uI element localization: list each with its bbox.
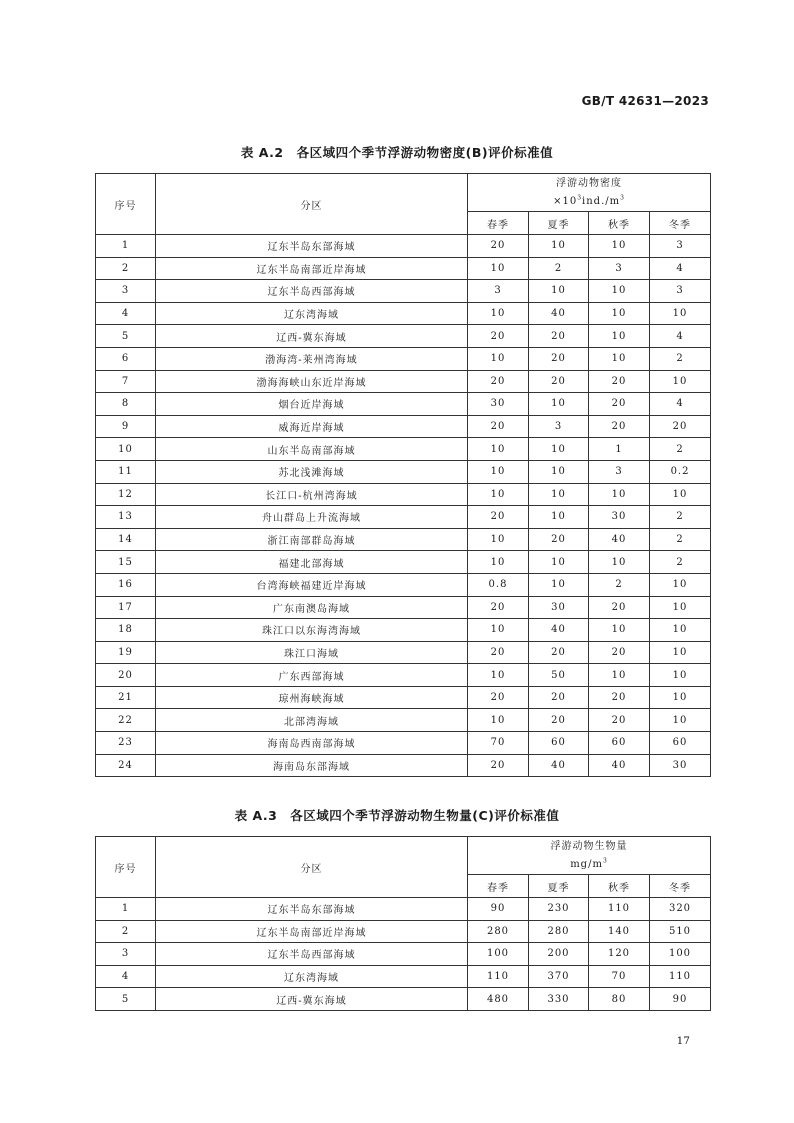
- cell-winter: 10: [650, 686, 711, 709]
- header-group: [468, 174, 711, 212]
- cell-spring: 0.8: [468, 573, 529, 596]
- cell-summer: 280: [529, 920, 589, 943]
- header-summer: 夏季: [529, 212, 589, 235]
- table-row: [96, 988, 711, 1011]
- cell-zone: 广东南澳岛海域: [156, 596, 468, 619]
- table-row: [96, 943, 711, 966]
- cell-summer: 30: [529, 596, 589, 619]
- table-row: [96, 551, 711, 574]
- table-row: [96, 641, 711, 664]
- cell-autumn: 40: [589, 754, 650, 777]
- cell-spring: 30: [468, 393, 529, 416]
- cell-spring: 20: [468, 686, 529, 709]
- table-row: [96, 235, 711, 258]
- cell-autumn: 10: [589, 619, 650, 642]
- header-seq: 序号: [96, 837, 156, 898]
- cell-seq: 14: [96, 528, 156, 551]
- cell-zone: 海南岛东部海域: [156, 754, 468, 777]
- cell-zone: 广东西部海域: [156, 664, 468, 687]
- cell-zone: 辽东半岛西部海域: [156, 943, 468, 966]
- cell-summer: 20: [529, 325, 589, 348]
- table-row: [96, 325, 711, 348]
- cell-winter: 2: [650, 551, 711, 574]
- cell-zone: 山东半岛南部海域: [156, 438, 468, 461]
- table-row: [96, 460, 711, 483]
- cell-spring: 20: [468, 506, 529, 529]
- table-row: [96, 965, 711, 988]
- cell-winter: 320: [650, 898, 711, 921]
- cell-summer: 10: [529, 393, 589, 416]
- cell-autumn: 10: [589, 235, 650, 258]
- cell-winter: 10: [650, 596, 711, 619]
- cell-zone: 台湾海峡福建近岸海域: [156, 573, 468, 596]
- header-winter: 冬季: [650, 212, 711, 235]
- cell-zone: 渤海海峡山东近岸海域: [156, 370, 468, 393]
- table-row: [96, 528, 711, 551]
- cell-zone: 长江口-杭州湾海域: [156, 483, 468, 506]
- table-row: [96, 483, 711, 506]
- cell-seq: 21: [96, 686, 156, 709]
- cell-zone: 威海近岸海域: [156, 415, 468, 438]
- cell-seq: 22: [96, 709, 156, 732]
- table-row: [96, 280, 711, 303]
- cell-spring: 10: [468, 347, 529, 370]
- cell-autumn: 30: [589, 506, 650, 529]
- table-row: [96, 415, 711, 438]
- cell-winter: 4: [650, 325, 711, 348]
- cell-autumn: 20: [589, 393, 650, 416]
- cell-spring: 10: [468, 551, 529, 574]
- cell-autumn: 20: [589, 370, 650, 393]
- cell-autumn: 10: [589, 664, 650, 687]
- cell-winter: 110: [650, 965, 711, 988]
- cell-zone: 珠江口以东海湾海域: [156, 619, 468, 642]
- cell-seq: 11: [96, 460, 156, 483]
- cell-zone: 琼州海峡海域: [156, 686, 468, 709]
- cell-winter: 10: [650, 664, 711, 687]
- cell-autumn: 10: [589, 347, 650, 370]
- cell-winter: 0.2: [650, 460, 711, 483]
- group-title: 浮游动物生物量: [550, 840, 628, 852]
- cell-winter: 10: [650, 641, 711, 664]
- cell-spring: 70: [468, 732, 529, 755]
- cell-winter: 60: [650, 732, 711, 755]
- cell-spring: 10: [468, 483, 529, 506]
- cell-seq: 15: [96, 551, 156, 574]
- cell-autumn: 20: [589, 415, 650, 438]
- table-row: [96, 920, 711, 943]
- cell-summer: 2: [529, 257, 589, 280]
- cell-zone: 辽东半岛南部近岸海域: [156, 920, 468, 943]
- header-spring: 春季: [468, 875, 529, 898]
- table-row: [96, 732, 711, 755]
- standard-code: GB/T 42631—2023: [581, 94, 709, 108]
- cell-summer: 3: [529, 415, 589, 438]
- cell-spring: 10: [468, 709, 529, 732]
- header-zone: 分区: [156, 837, 468, 898]
- cell-winter: 3: [650, 280, 711, 303]
- cell-summer: 40: [529, 302, 589, 325]
- cell-seq: 9: [96, 415, 156, 438]
- cell-zone: 渤海湾-莱州湾海域: [156, 347, 468, 370]
- cell-zone: 辽东半岛东部海域: [156, 898, 468, 921]
- cell-autumn: 3: [589, 257, 650, 280]
- table-row: [96, 573, 711, 596]
- cell-summer: 10: [529, 483, 589, 506]
- header-summer: 夏季: [529, 875, 589, 898]
- page-number: 17: [676, 1035, 690, 1047]
- cell-autumn: 10: [589, 551, 650, 574]
- cell-spring: 20: [468, 325, 529, 348]
- cell-autumn: 80: [589, 988, 650, 1011]
- cell-zone: 海南岛西南部海域: [156, 732, 468, 755]
- cell-winter: 2: [650, 528, 711, 551]
- group-unit: $mg/m^3$: [570, 857, 608, 870]
- cell-spring: 10: [468, 528, 529, 551]
- table-row: [96, 754, 711, 777]
- header-spring: 春季: [468, 212, 529, 235]
- cell-autumn: 40: [589, 528, 650, 551]
- cell-autumn: 10: [589, 280, 650, 303]
- cell-winter: 10: [650, 619, 711, 642]
- cell-winter: 2: [650, 438, 711, 461]
- cell-spring: 20: [468, 235, 529, 258]
- cell-summer: 370: [529, 965, 589, 988]
- cell-spring: 20: [468, 370, 529, 393]
- cell-zone: 舟山群岛上升流海域: [156, 506, 468, 529]
- cell-summer: 10: [529, 573, 589, 596]
- cell-summer: 10: [529, 460, 589, 483]
- cell-winter: 2: [650, 506, 711, 529]
- table-a3-caption: 表 A.3 各区域四个季节浮游动物生物量(C)评价标准值: [234, 808, 560, 823]
- cell-autumn: 20: [589, 709, 650, 732]
- table-row: [96, 257, 711, 280]
- table-row: [96, 709, 711, 732]
- cell-spring: 3: [468, 280, 529, 303]
- cell-summer: 230: [529, 898, 589, 921]
- cell-autumn: 20: [589, 686, 650, 709]
- cell-winter: 4: [650, 257, 711, 280]
- cell-zone: 辽西-冀东海域: [156, 988, 468, 1011]
- cell-seq: 18: [96, 619, 156, 642]
- table-row: [96, 619, 711, 642]
- cell-spring: 10: [468, 438, 529, 461]
- cell-summer: 50: [529, 664, 589, 687]
- cell-winter: 30: [650, 754, 711, 777]
- cell-zone: 福建北部海域: [156, 551, 468, 574]
- cell-summer: 20: [529, 347, 589, 370]
- cell-summer: 60: [529, 732, 589, 755]
- cell-seq: 12: [96, 483, 156, 506]
- cell-summer: 10: [529, 280, 589, 303]
- cell-winter: 4: [650, 393, 711, 416]
- cell-autumn: 10: [589, 325, 650, 348]
- table-row: [96, 438, 711, 461]
- cell-winter: 10: [650, 302, 711, 325]
- cell-seq: 23: [96, 732, 156, 755]
- cell-zone: 浙江南部群岛海域: [156, 528, 468, 551]
- cell-summer: 20: [529, 370, 589, 393]
- cell-zone: 辽东半岛南部近岸海域: [156, 257, 468, 280]
- table-row: [96, 596, 711, 619]
- cell-autumn: 1: [589, 438, 650, 461]
- cell-autumn: 60: [589, 732, 650, 755]
- header-seq: 序号: [96, 174, 156, 235]
- cell-seq: 4: [96, 302, 156, 325]
- cell-seq: 2: [96, 257, 156, 280]
- cell-seq: 19: [96, 641, 156, 664]
- cell-winter: 20: [650, 415, 711, 438]
- cell-summer: 20: [529, 528, 589, 551]
- cell-seq: 10: [96, 438, 156, 461]
- cell-autumn: 2: [589, 573, 650, 596]
- cell-winter: 10: [650, 709, 711, 732]
- table-row: [96, 347, 711, 370]
- table-row: [96, 664, 711, 687]
- cell-summer: 330: [529, 988, 589, 1011]
- cell-spring: 110: [468, 965, 529, 988]
- cell-zone: 苏北浅滩海域: [156, 460, 468, 483]
- cell-summer: 20: [529, 641, 589, 664]
- table-row: [96, 506, 711, 529]
- cell-seq: 4: [96, 965, 156, 988]
- cell-seq: 17: [96, 596, 156, 619]
- cell-winter: 90: [650, 988, 711, 1011]
- cell-summer: 40: [529, 754, 589, 777]
- cell-seq: 1: [96, 235, 156, 258]
- cell-seq: 24: [96, 754, 156, 777]
- group-title: 浮游动物密度: [556, 177, 623, 189]
- cell-spring: 10: [468, 257, 529, 280]
- table-row: [96, 370, 711, 393]
- cell-zone: 辽东湾海域: [156, 965, 468, 988]
- header-autumn: 秋季: [589, 875, 650, 898]
- cell-seq: 13: [96, 506, 156, 529]
- cell-autumn: 20: [589, 641, 650, 664]
- cell-spring: 90: [468, 898, 529, 921]
- cell-summer: 40: [529, 619, 589, 642]
- cell-summer: 20: [529, 686, 589, 709]
- cell-winter: 10: [650, 370, 711, 393]
- cell-seq: 8: [96, 393, 156, 416]
- cell-winter: 10: [650, 573, 711, 596]
- cell-zone: 辽东半岛东部海域: [156, 235, 468, 258]
- cell-seq: 3: [96, 943, 156, 966]
- cell-summer: 10: [529, 506, 589, 529]
- table-row: [96, 302, 711, 325]
- table-a2: [95, 173, 711, 777]
- cell-seq: 5: [96, 325, 156, 348]
- cell-seq: 5: [96, 988, 156, 1011]
- cell-spring: 20: [468, 641, 529, 664]
- cell-zone: 烟台近岸海域: [156, 393, 468, 416]
- cell-spring: 10: [468, 664, 529, 687]
- header-autumn: 秋季: [589, 212, 650, 235]
- cell-seq: 20: [96, 664, 156, 687]
- table-a2-caption: 表 A.2 各区域四个季节浮游动物密度(B)评价标准值: [240, 145, 554, 160]
- cell-seq: 6: [96, 347, 156, 370]
- cell-winter: 510: [650, 920, 711, 943]
- cell-winter: 10: [650, 483, 711, 506]
- cell-spring: 20: [468, 754, 529, 777]
- cell-spring: 480: [468, 988, 529, 1011]
- cell-spring: 100: [468, 943, 529, 966]
- header-winter: 冬季: [650, 875, 711, 898]
- cell-summer: 200: [529, 943, 589, 966]
- cell-summer: 10: [529, 235, 589, 258]
- cell-summer: 10: [529, 438, 589, 461]
- cell-autumn: 110: [589, 898, 650, 921]
- cell-summer: 20: [529, 709, 589, 732]
- group-unit: $\times 10^3ind./m^3$: [553, 194, 625, 207]
- cell-seq: 2: [96, 920, 156, 943]
- table-a3: [95, 836, 711, 1011]
- cell-winter: 3: [650, 235, 711, 258]
- cell-spring: 10: [468, 619, 529, 642]
- cell-autumn: 10: [589, 483, 650, 506]
- table-row: [96, 686, 711, 709]
- cell-spring: 20: [468, 596, 529, 619]
- cell-seq: 7: [96, 370, 156, 393]
- cell-spring: 10: [468, 460, 529, 483]
- cell-zone: 辽西-冀东海域: [156, 325, 468, 348]
- cell-zone: 珠江口海域: [156, 641, 468, 664]
- cell-zone: 辽东半岛西部海域: [156, 280, 468, 303]
- cell-seq: 1: [96, 898, 156, 921]
- cell-winter: 100: [650, 943, 711, 966]
- cell-winter: 2: [650, 347, 711, 370]
- cell-autumn: 3: [589, 460, 650, 483]
- header-zone: 分区: [156, 174, 468, 235]
- cell-autumn: 140: [589, 920, 650, 943]
- cell-seq: 3: [96, 280, 156, 303]
- cell-zone: 辽东湾海域: [156, 302, 468, 325]
- cell-spring: 280: [468, 920, 529, 943]
- cell-summer: 10: [529, 551, 589, 574]
- header-group: [468, 837, 711, 875]
- cell-autumn: 70: [589, 965, 650, 988]
- table-row: [96, 898, 711, 921]
- cell-spring: 10: [468, 302, 529, 325]
- cell-spring: 20: [468, 415, 529, 438]
- table-row: [96, 393, 711, 416]
- cell-seq: 16: [96, 573, 156, 596]
- cell-autumn: 10: [589, 302, 650, 325]
- cell-autumn: 20: [589, 596, 650, 619]
- cell-autumn: 120: [589, 943, 650, 966]
- cell-zone: 北部湾海域: [156, 709, 468, 732]
